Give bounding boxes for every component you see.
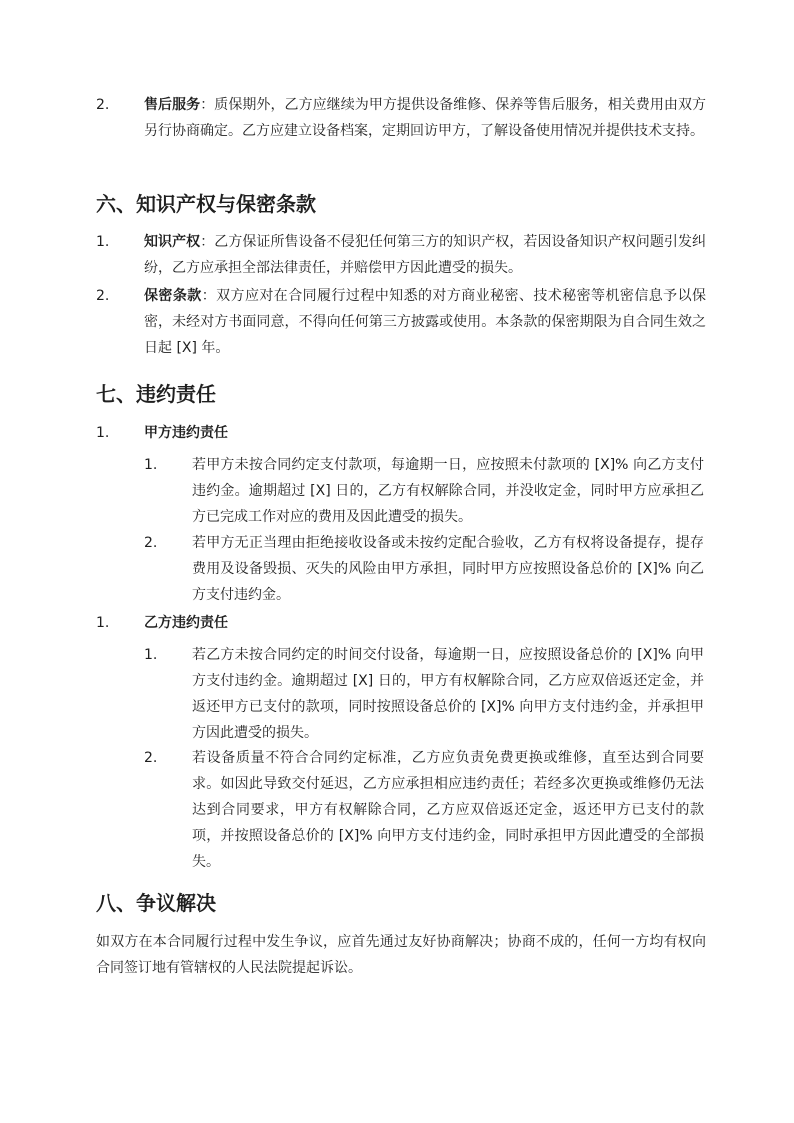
list-item-party-b-liability <box>96 610 706 636</box>
sub-list-item <box>144 530 704 608</box>
list-number: 2. <box>96 97 110 113</box>
list-item-confidentiality <box>96 283 706 361</box>
group-label: 乙方违约责任 <box>144 615 228 631</box>
section-heading-7: 七、违约责任 <box>96 382 216 406</box>
sub-list-item <box>144 642 704 746</box>
sub-item-text: 若乙方未按合同约定的时间交付设备，每逾期一日，应按照设备总价的 [X]% 向甲方支付违约金。逾期超过 [X] 日的，甲方有权解除合同，乙方应双倍返还定金，并返还甲方已支付的款项，同时按照设备总价的 [X]% 向甲方支付违约金，并承担甲方因此遭受的损失。 <box>192 647 704 741</box>
list-number: 1. <box>96 615 110 631</box>
list-number: 1. <box>96 425 110 441</box>
list-number: 1. <box>144 647 158 663</box>
list-item-ip <box>96 229 706 281</box>
list-number: 2. <box>144 750 158 766</box>
sub-item-text: 若设备质量不符合合同约定标准，乙方应负责免费更换或维修，直至达到合同要求。如因此导致交付延迟，乙方应承担相应违约责任；若经多次更换或维修仍无法达到合同要求，甲方有权解除合同，乙方应双倍返还定金，返还甲方已支付的款项，并按照设备总价的 [X]% 向甲方支付违约金，同时承担甲方因此遭受的全部损失。 <box>192 750 704 870</box>
list-number: 1. <box>96 234 110 250</box>
sub-item-text: 若甲方未按合同约定支付款项，每逾期一日，应按照未付款项的 [X]% 向乙方支付违约金。逾期超过 [X] 日的，乙方有权解除合同，并没收定金，同时甲方应承担乙方已完成工作对应的费用及因此遭受的损失。 <box>192 457 704 525</box>
list-number: 2. <box>96 288 110 304</box>
sub-list-item <box>144 452 704 530</box>
section-heading-6: 六、知识产权与保密条款 <box>96 192 316 216</box>
item-text: ：双方应对在合同履行过程中知悉的对方商业秘密、技术秘密等机密信息予以保密，未经对方书面同意，不得向任何第三方披露或使用。本条款的保密期限为自合同生效之日起 [X] 年。 <box>144 288 707 356</box>
item-label: 售后服务 <box>144 97 201 113</box>
sub-item-text: 若甲方无正当理由拒绝接收设备或未按约定配合验收，乙方有权将设备提存，提存费用及设备毁损、灭失的风险由甲方承担，同时甲方应按照设备总价的 [X]% 向乙方支付违约金。 <box>192 535 704 603</box>
list-item-body <box>144 229 706 281</box>
item-label: 知识产权 <box>144 234 201 250</box>
list-number: 1. <box>144 457 158 473</box>
sub-list-item <box>144 745 704 875</box>
item-text: ：乙方保证所售设备不侵犯任何第三方的知识产权，若因设备知识产权问题引发纠纷，乙方应承担全部法律责任，并赔偿甲方因此遭受的损失。 <box>144 234 707 276</box>
list-number: 2. <box>144 535 158 551</box>
item-label: 保密条款 <box>144 288 202 304</box>
group-label: 甲方违约责任 <box>144 425 228 441</box>
section-heading-8: 八、争议解决 <box>96 891 216 915</box>
list-item-party-a-liability <box>96 420 706 446</box>
paragraph-dispute: 如双方在本合同履行过程中发生争议，应首先通过友好协商解决；协商不成的，任何一方均有权向合同签订地有管辖权的人民法院提起诉讼。 <box>96 934 706 976</box>
list-item-aftersales <box>96 92 706 144</box>
list-item-body <box>144 283 706 361</box>
item-text: ：质保期外，乙方应继续为甲方提供设备维修、保养等售后服务，相关费用由双方另行协商确定。乙方应建立设备档案，定期回访甲方，了解设备使用情况并提供技术支持。 <box>144 97 707 139</box>
list-item-body <box>144 92 706 144</box>
